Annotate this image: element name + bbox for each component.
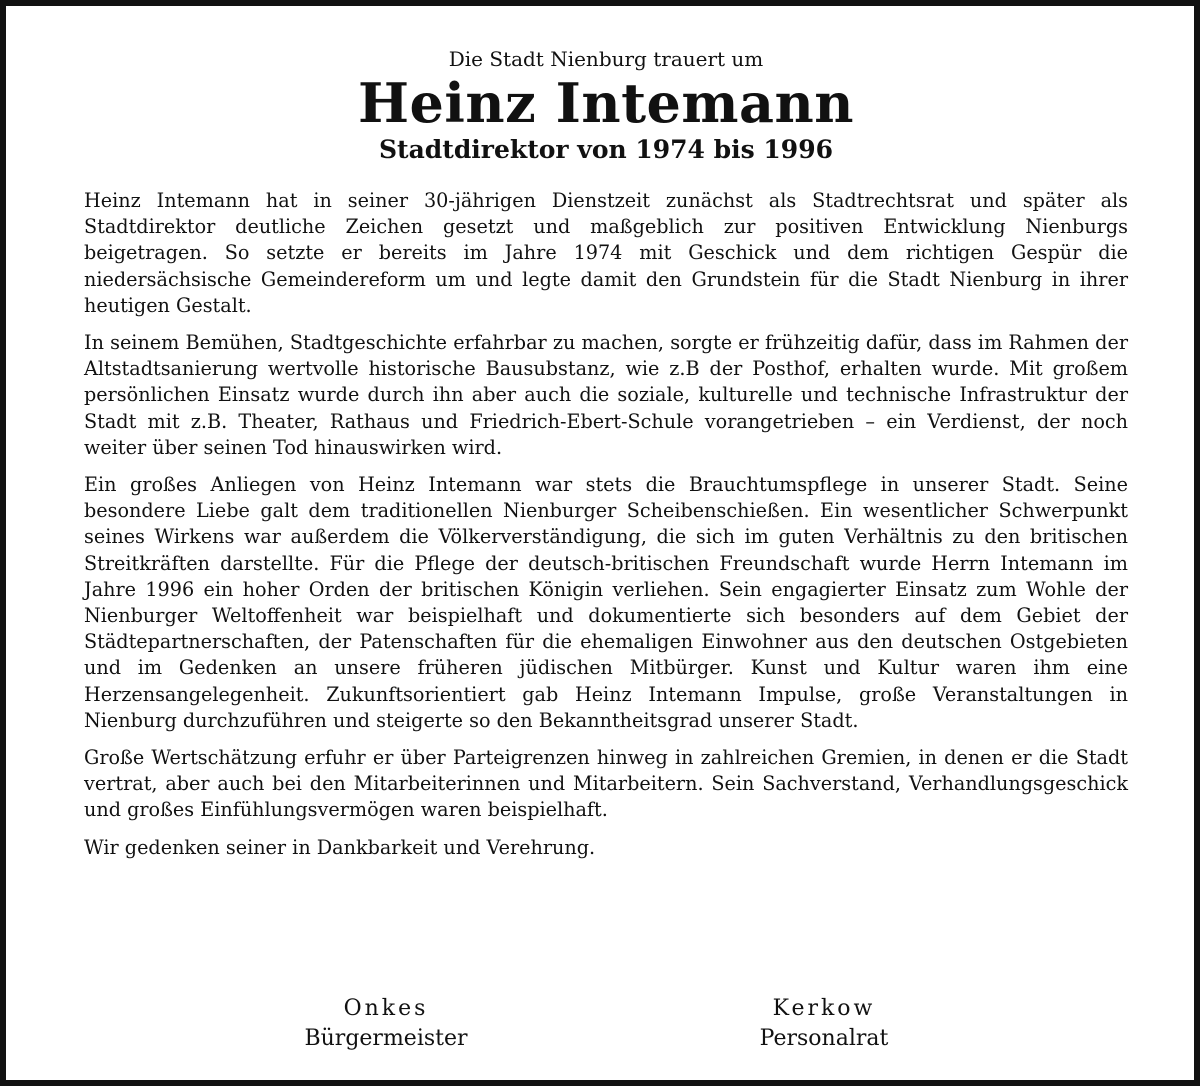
deceased-role: Stadtdirektor von 1974 bis 1996 <box>378 135 833 164</box>
signature-title: Personalrat <box>759 1026 889 1051</box>
signature-title: Bürgermeister <box>304 1026 468 1051</box>
signature-name: Kerkow <box>772 996 876 1021</box>
paragraph-city-history: In seinem Bemühen, Stadtgeschichte erfahrbar zu machen, sorgte er frühzeitig dafür, dass im Rahmen der Altstadtsanierung wertvolle historische Bausubstanz, wie z.B der Posthof, erhalten wurde. Mit großem persönlichen Einsatz wurde durch ihn aber auch die soziale, kulturelle und technische Infrastruktur der Stadt mit z.B. Theater, Rathaus und Friedrich-Ebert-Schule vorangetrieben – ein Verdienst, der noch weiter über seinen Tod hinauswirken wird. <box>84 331 1128 459</box>
paragraph-career: Heinz Intemann hat in seiner 30-jährigen Dienstzeit zunächst als Stadtrechtsrat und später als Stadtdirektor deutliche Zeichen gesetzt und maßgeblich zur positiven Entwicklung Nienburgs beigetragen. So setzte er bereits im Jahre 1974 mit Geschick und dem richtigen Gespür die niedersächsische Gemeindereform um und legte damit den Grundstein für die Stadt Nienburg in ihrer heutigen Gestalt. <box>84 189 1128 317</box>
paragraph-traditions: Ein großes Anliegen von Heinz Intemann war stets die Brauchtumspflege in unserer Stadt. Seine besondere Liebe galt dem traditionellen Nienburger Scheibenschießen. Ein wesentlicher Schwerpunkt seines Wirkens war außerdem die Völkerverständigung, die sich im guten Verhältnis zu den britischen Streitkräften darstellte. Für die Pflege der deutsch-britischen Freundschaft wurde Herrn Intemann im Jahre 1996 ein hoher Orden der britischen Königin verliehen. Sein engagierter Einsatz zum Wohle der Nienburger Weltoffenheit war beispielhaft und dokumentierte sich besonders auf dem Gebiet der Städtepartnerschaften, der Patenschaften für die ehemaligen Einwohner aus den deutschen Ostgebieten und im Gedenken an unsere früheren jüdischen Mitbürger. Kunst und Kultur waren ihm eine Herzensangelegenheit. Zukunftsorientiert gab Heinz Intemann Impulse, große Veranstaltungen in Nienburg durchzuführen und steigerte so den Bekanntheitsgrad unserer Stadt. <box>84 473 1128 732</box>
deceased-name: Heinz Intemann <box>357 71 855 135</box>
signature-staff-council <box>674 994 974 1054</box>
signature-block <box>6 994 1200 1064</box>
intro-line: Die Stadt Nienburg trauert um <box>448 47 764 71</box>
paragraph-appreciation: Große Wertschätzung erfuhr er über Parteigrenzen hinweg in zahlreichen Gremien, in denen er die Stadt vertrat, aber auch bei den Mitarbeiterinnen und Mitarbeitern. Sein Sachverstand, Verhandlungsgeschick und großes Einfühlungsvermögen waren beispielhaft. <box>84 746 1128 822</box>
signature-name: Onkes <box>343 996 429 1021</box>
paragraph-closing: Wir gedenken seiner in Dankbarkeit und Verehrung. <box>84 835 596 859</box>
obituary-content <box>84 46 1128 872</box>
signature-mayor <box>236 994 536 1054</box>
